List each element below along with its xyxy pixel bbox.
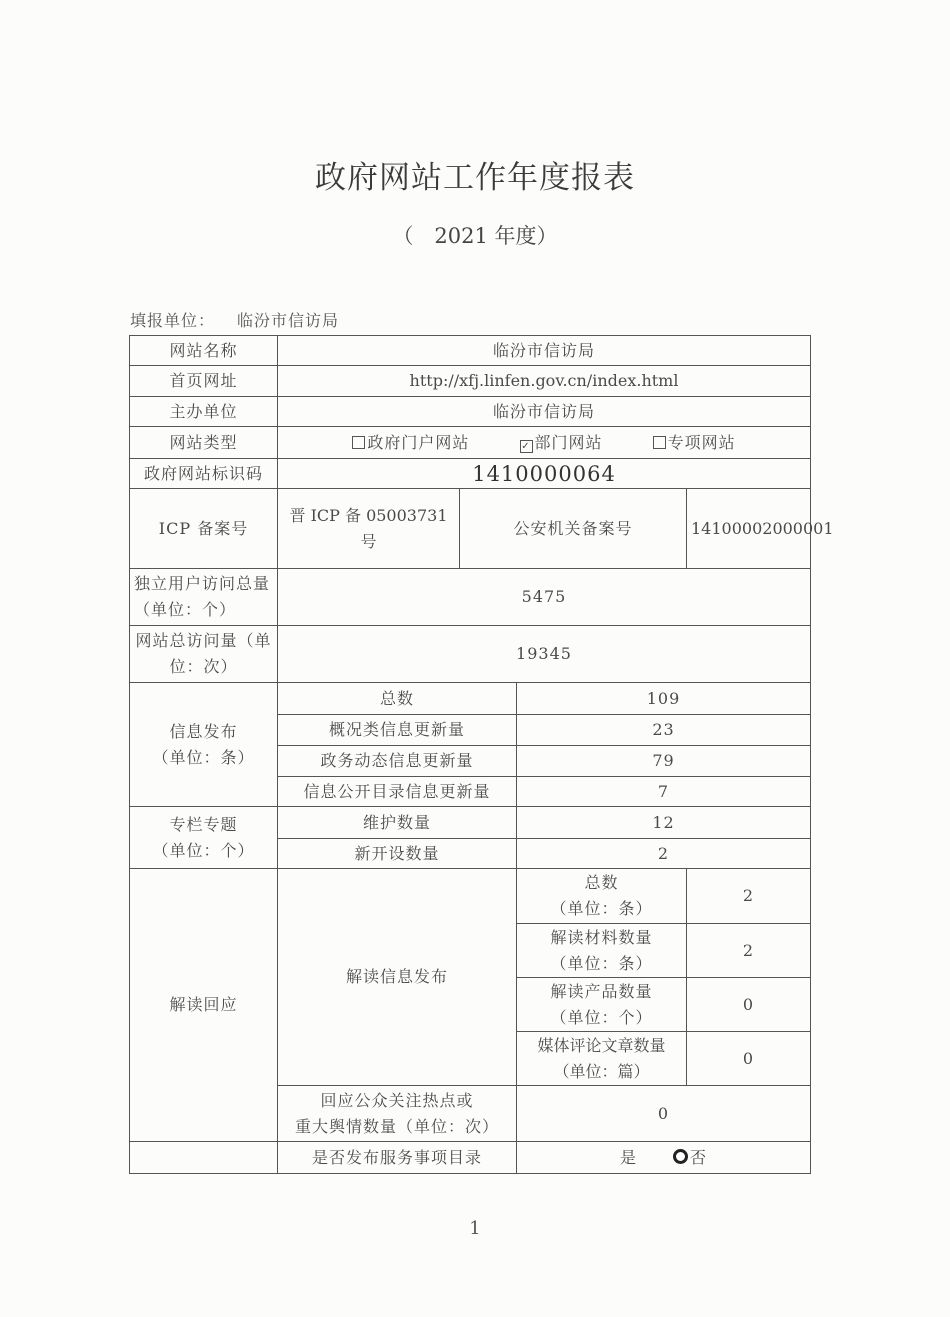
total-visits-label: 网站总访问量（单位：次）	[130, 626, 278, 683]
response-label: 回应公众关注热点或 重大舆情数量（单位：次）	[278, 1086, 517, 1142]
total-visits-value: 19345	[278, 626, 811, 683]
site-name-value: 临汾市信访局	[278, 336, 811, 366]
interp-item-label: 解读材料数量 （单位：条）	[517, 924, 687, 978]
info-item-label: 概况类信息更新量	[278, 715, 517, 746]
report-table	[129, 335, 834, 1174]
interp-item-value: 0	[687, 978, 811, 1032]
row-site-id	[130, 459, 811, 489]
row-info-total	[130, 683, 811, 715]
columns-label: 专栏专题 （单位：个）	[130, 807, 278, 869]
info-release-label: 信息发布 （单位：条）	[130, 683, 278, 807]
interp-item-value: 2	[687, 924, 811, 978]
interp-item-label: 解读产品数量 （单位：个）	[517, 978, 687, 1032]
homepage-value: http://xfj.linfen.gov.cn/index.html	[278, 366, 811, 397]
interp-item-value: 0	[687, 1032, 811, 1086]
interp-item-value: 2	[687, 869, 811, 924]
radio-selected-icon	[673, 1149, 688, 1164]
row-columns-maintained	[130, 807, 811, 839]
police-record-label: 公安机关备案号	[460, 489, 687, 569]
row-icp	[130, 489, 811, 569]
row-service-catalog	[130, 1142, 811, 1174]
filing-unit	[130, 308, 339, 331]
site-type-options	[278, 427, 811, 459]
info-item-value: 23	[517, 715, 811, 746]
service-catalog-blank	[130, 1142, 278, 1174]
interp-item-label: 总数 （单位：条）	[517, 869, 687, 924]
icp-value: 晋 ICP 备 05003731 号	[278, 489, 460, 569]
homepage-label: 首页网址	[130, 366, 278, 397]
sponsor-value: 临汾市信访局	[278, 397, 811, 427]
sponsor-label: 主办单位	[130, 397, 278, 427]
columns-item-label: 新开设数量	[278, 839, 517, 869]
checkbox-checked-icon: ✓	[521, 440, 531, 452]
filing-unit-label: 填报单位：	[130, 311, 216, 330]
service-catalog-no: 否	[690, 1147, 708, 1167]
row-site-type	[130, 427, 811, 459]
filing-unit-value: 临汾市信访局	[237, 311, 340, 330]
interpretation-label: 解读回应	[130, 869, 278, 1142]
columns-item-value: 2	[517, 839, 811, 869]
response-value: 0	[517, 1086, 811, 1142]
page-title: 政府网站工作年度报表	[315, 160, 635, 196]
service-catalog-options	[517, 1142, 811, 1174]
row-sponsor	[130, 397, 811, 427]
site-name-label: 网站名称	[130, 336, 278, 366]
interp-item-label: 媒体评论文章数量 （单位：篇）	[517, 1032, 687, 1086]
report-year: （ 2021 年度）	[392, 224, 558, 248]
columns-item-label: 维护数量	[278, 807, 517, 839]
row-site-name	[130, 336, 811, 366]
icp-label: ICP 备案号	[130, 489, 278, 569]
checkbox-empty-icon	[352, 436, 365, 449]
row-unique-visitors	[130, 569, 811, 626]
row-homepage	[130, 366, 811, 397]
site-type-label: 网站类型	[130, 427, 278, 459]
site-type-option-portal: 政府门户网站	[352, 433, 469, 452]
service-catalog-label: 是否发布服务事项目录	[278, 1142, 517, 1174]
checkbox-empty-icon	[653, 436, 666, 449]
info-item-label: 信息公开目录信息更新量	[278, 777, 517, 807]
site-type-option-department: ✓ 部门网站	[521, 432, 603, 452]
info-item-value: 79	[517, 746, 811, 777]
columns-item-value: 12	[517, 807, 811, 839]
site-type-option-special: 专项网站	[653, 433, 736, 452]
unique-visitors-label: 独立用户访问总量（单位：个）	[130, 569, 278, 626]
info-item-value: 7	[517, 777, 811, 807]
interpretation-sub-label: 解读信息发布	[278, 869, 517, 1086]
row-interp-total	[130, 869, 811, 924]
site-id-value: 1410000064	[278, 459, 811, 489]
info-item-value: 109	[517, 683, 811, 715]
info-item-label: 政务动态信息更新量	[278, 746, 517, 777]
police-record-value: 14100002000001	[687, 489, 811, 569]
service-catalog-yes: 是	[619, 1147, 637, 1167]
info-item-label: 总数	[278, 683, 517, 715]
row-total-visits	[130, 626, 811, 683]
unique-visitors-value: 5475	[278, 569, 811, 626]
page-number: 1	[469, 1218, 481, 1239]
site-id-label: 政府网站标识码	[130, 459, 278, 489]
